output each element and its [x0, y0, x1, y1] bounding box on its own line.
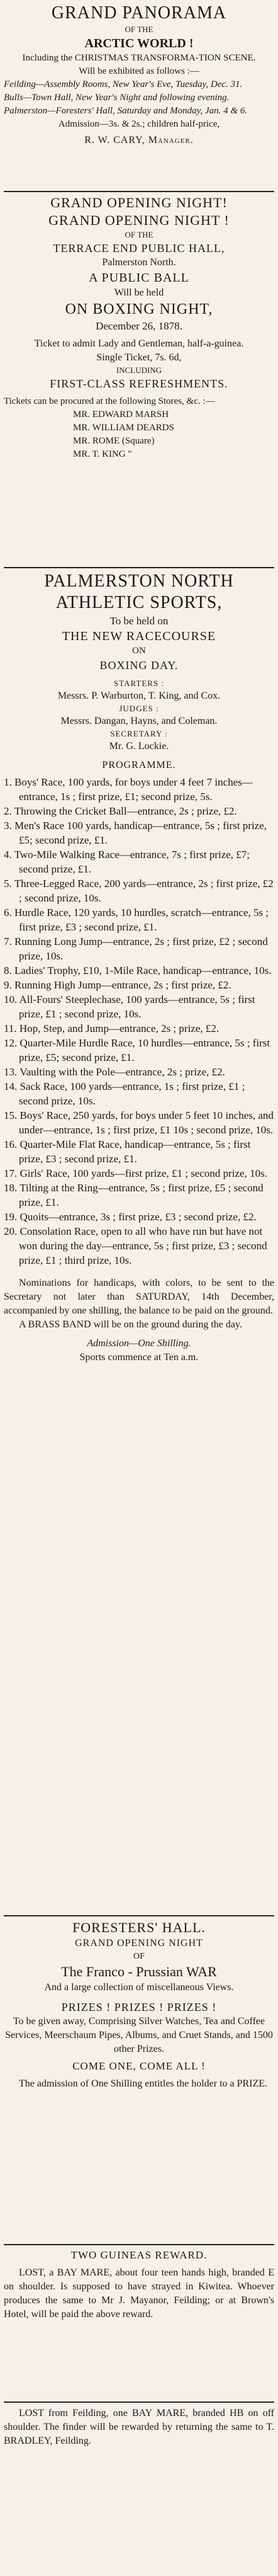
sports-judges-heading: JUDGES : — [119, 704, 159, 713]
foresters-collection: And a large collection of miscellaneous Views. — [44, 1982, 234, 1993]
foresters-title: The Franco - Prussian WAR — [61, 1964, 217, 1979]
sports-commence: Sports commence at Ten a.m. — [79, 1352, 199, 1363]
programme-item: 3. Men's Race 100 yards, handicap—entrance, 5s ; first prize, £5; second prize, £1. — [4, 820, 267, 846]
reward-advert — [4, 2248, 274, 2399]
lost-advert — [4, 2407, 274, 2570]
ball-on: ON BOXING NIGHT, — [65, 301, 213, 318]
panorama-date-1: Feilding—Assembly Rooms, New Year's Eve, Tuesday, Dec. 31. — [4, 79, 243, 89]
ball-including: INCLUDING — [116, 365, 162, 375]
sports-band: A BRASS BAND will be on the ground during the day. — [19, 1319, 242, 1330]
panorama-admission: Admission—3s. & 2s.; children half-price, — [58, 119, 220, 129]
programme-item: 5. Three-Legged Race, 200 yards—entrance, 2s ; first prize, £2 ; second prize, 10s. — [4, 878, 274, 904]
foresters-hall: FORESTERS' HALL. — [72, 1920, 206, 1935]
foresters-admission: The admission of One Shilling entitles the holder to a PRIZE. — [19, 2078, 268, 2089]
sports-nominations: Nominations for handicaps, with colors, to be sent to the Secretary not later than SATURDAY, 14th December, accompanied by one shilling, the balance to be paid on the ground. — [4, 1278, 274, 1316]
panorama-exhibited: Will be exhibited as follows :— — [79, 66, 199, 76]
ball-refreshments: FIRST-CLASS REFRESHMENTS. — [50, 377, 228, 390]
ball-stores: Tickets can be procured at the following Stores, &c. :— — [4, 396, 215, 406]
programme-item: 12. Quarter-Mile Hurdle Race, 10 hurdles—entrance, 5s ; first prize, £5; second prize, £1. — [4, 1037, 270, 1063]
programme-item: 16. Quarter-Mile Flat Race, handicap—entrance, 5s ; first prize, £3 ; second prize, £1. — [4, 1138, 251, 1165]
ball-venue: TERRACE END PUBLIC HALL, — [53, 242, 225, 255]
panorama-date-2: Bulls—Town Hall, New Year's Night and following evening. — [4, 93, 230, 103]
programme-item: 7. Running Long Jump—entrance, 2s ; first prize, £2 ; second prize, 10s. — [4, 936, 268, 962]
sports-title-1: PALMERSTON NORTH — [44, 571, 234, 591]
panorama-including: Including the CHRISTMAS TRANSFORMA-TION SCENE. — [22, 53, 256, 63]
ball-line-1: GRAND OPENING NIGHT! — [50, 195, 228, 210]
panorama-advert — [4, 3, 274, 189]
sports-starters: Messrs. P. Warburton, T. King, and Cox. — [57, 690, 221, 701]
programme-item: 19. Quoits—entrance, 3s ; first prize, £3 ; second prize, £2. — [4, 1211, 257, 1223]
divider — [4, 1915, 274, 1916]
ball-event: A PUBLIC BALL — [89, 271, 189, 285]
sports-programme-list — [4, 775, 274, 1268]
ball-held: Will be held — [114, 287, 164, 298]
ball-store-2: MR. WILLIAM DEARDS — [73, 423, 174, 433]
sports-programme-heading: PROGRAMME. — [102, 760, 176, 770]
sports-course: THE NEW RACECOURSE — [62, 629, 216, 643]
ball-line-2: GRAND OPENING NIGHT ! — [48, 212, 230, 228]
reward-text: LOST, a BAY MARE, about four teen hands high, branded E on shoulder. Is supposed to have strayed in Kiwitea. Whoever produces the same to Mr J. Mayanor, Feilding; or at Brown's Hotel, will be paid the above reward. — [4, 2267, 274, 2320]
programme-item: 15. Boys' Race, 250 yards, for boys under 5 feet 10 inches, and under—entrance, 1s ; first prize, £1 10s ; second prize, 10s. — [4, 1109, 274, 1136]
programme-item: 9. Running High Jump—entrance, 2s ; first prize, £2. — [4, 979, 231, 991]
sports-admission: Admission—One Shilling. — [87, 1338, 191, 1349]
ball-store-4: MR. T. KING " — [73, 449, 132, 459]
foresters-given: To be given away, Comprising Silver Watches, Tea and Coffee Services, Meerschaum Pipes, Albums, and Cruet Stands, and 1500 other Prizes. — [5, 2016, 273, 2054]
panorama-date-3: Palmerston—Foresters' Hall, Saturday and Monday, Jan. 4 & 6. — [4, 106, 248, 116]
divider — [4, 2401, 274, 2403]
sports-secretary: Mr. G. Lockie. — [109, 741, 169, 752]
programme-item: 17. Girls' Race, 100 yards—first prize, £1 ; second prize, 10s. — [4, 1167, 267, 1179]
programme-item: 20. Consolation Race, open to all who have run but have not won during the day—entrance, 5s ; first prize, £3 ; second prize, £1 ; third prize, 10s. — [4, 1225, 267, 1266]
panorama-manager: R. W. CARY, Manager. — [84, 135, 194, 146]
programme-item: 1. Boys' Race, 100 yards, for boys under 4 feet 7 inches—entrance, 1s ; first prize, £1; second prize, 5s. — [4, 776, 253, 803]
sports-held: To be held on — [109, 615, 169, 627]
ball-advert — [4, 194, 274, 563]
divider — [4, 2244, 274, 2245]
programme-item: 4. Two-Mile Walking Race—entrance, 7s ; first prize, £7; second prize, £1. — [4, 849, 250, 875]
ball-single: Single Ticket, 7s. 6d, — [96, 352, 182, 363]
foresters-come: COME ONE, COME ALL ! — [72, 2060, 206, 2072]
ball-place: Palmerston North. — [102, 257, 176, 268]
ball-ticket: Ticket to admit Lady and Gentleman, half-a-guinea. — [34, 338, 244, 349]
panorama-of-the: OF THE — [125, 25, 153, 34]
foresters-prizes: PRIZES ! PRIZES ! PRIZES ! — [61, 2001, 217, 2013]
divider — [4, 191, 274, 192]
programme-item: 18. Tilting at the Ring—entrance, 5s ; first prize, £5 ; second prize, £1. — [4, 1182, 264, 1208]
divider — [4, 567, 274, 568]
panorama-title: GRAND PANORAMA — [51, 3, 227, 23]
ball-date: December 26, 1878. — [96, 320, 182, 332]
reward-title: TWO GUINEAS REWARD. — [70, 2249, 208, 2261]
ball-of-the: OF THE — [125, 230, 153, 239]
sports-title-2: ATHLETIC SPORTS, — [55, 593, 223, 612]
foresters-opening: GRAND OPENING NIGHT — [75, 1938, 203, 1949]
foresters-of: OF — [133, 1952, 145, 1961]
sports-judges: Messrs. Dangan, Hayns, and Coleman. — [60, 716, 218, 726]
foresters-advert — [4, 1919, 274, 2241]
programme-item: 8. Ladies' Trophy, £10, 1-Mile Race, handicap—entrance, 10s. — [4, 965, 272, 976]
sports-secretary-heading: SECRETARY : — [110, 729, 168, 738]
programme-item: 13. Vaulting with the Pole—entrance, 2s ; prize, £2. — [4, 1066, 225, 1078]
programme-item: 2. Throwing the Cricket Ball—entrance, 2s ; prize, £2. — [4, 805, 237, 817]
panorama-subject: ARCTIC WORLD ! — [84, 37, 194, 50]
programme-item: 6. Hurdle Race, 120 yards, 10 hurdles, scratch—entrance, 5s ; first prize, £3 ; second prize, £1. — [4, 907, 269, 933]
sports-on: ON — [132, 646, 146, 656]
programme-item: 11. Hop, Step, and Jump—entrance, 2s ; prize, £2. — [4, 1022, 220, 1034]
programme-item: 14. Sack Race, 100 yards—entrance, 1s ; first prize, £1 ; second prize, 10s. — [4, 1080, 245, 1107]
sports-starters-heading: STARTERS : — [113, 678, 165, 688]
ball-store-1: MR. EDWARD MARSH — [73, 409, 169, 420]
sports-day: BOXING DAY. — [99, 659, 179, 672]
ball-store-3: MR. ROME (Square) — [73, 436, 155, 446]
lost-text: LOST from Feilding, one BAY MARE, branded HB on off shoulder. The finder will be rewarded by returning the same to T. BRADLEY, Feilding. — [4, 2408, 274, 2446]
programme-item: 10. All-Fours' Steeplechase, 100 yards—entrance, 5s ; first prize, £1 ; second prize, 10s. — [4, 993, 255, 1020]
sports-advert — [4, 571, 274, 1913]
